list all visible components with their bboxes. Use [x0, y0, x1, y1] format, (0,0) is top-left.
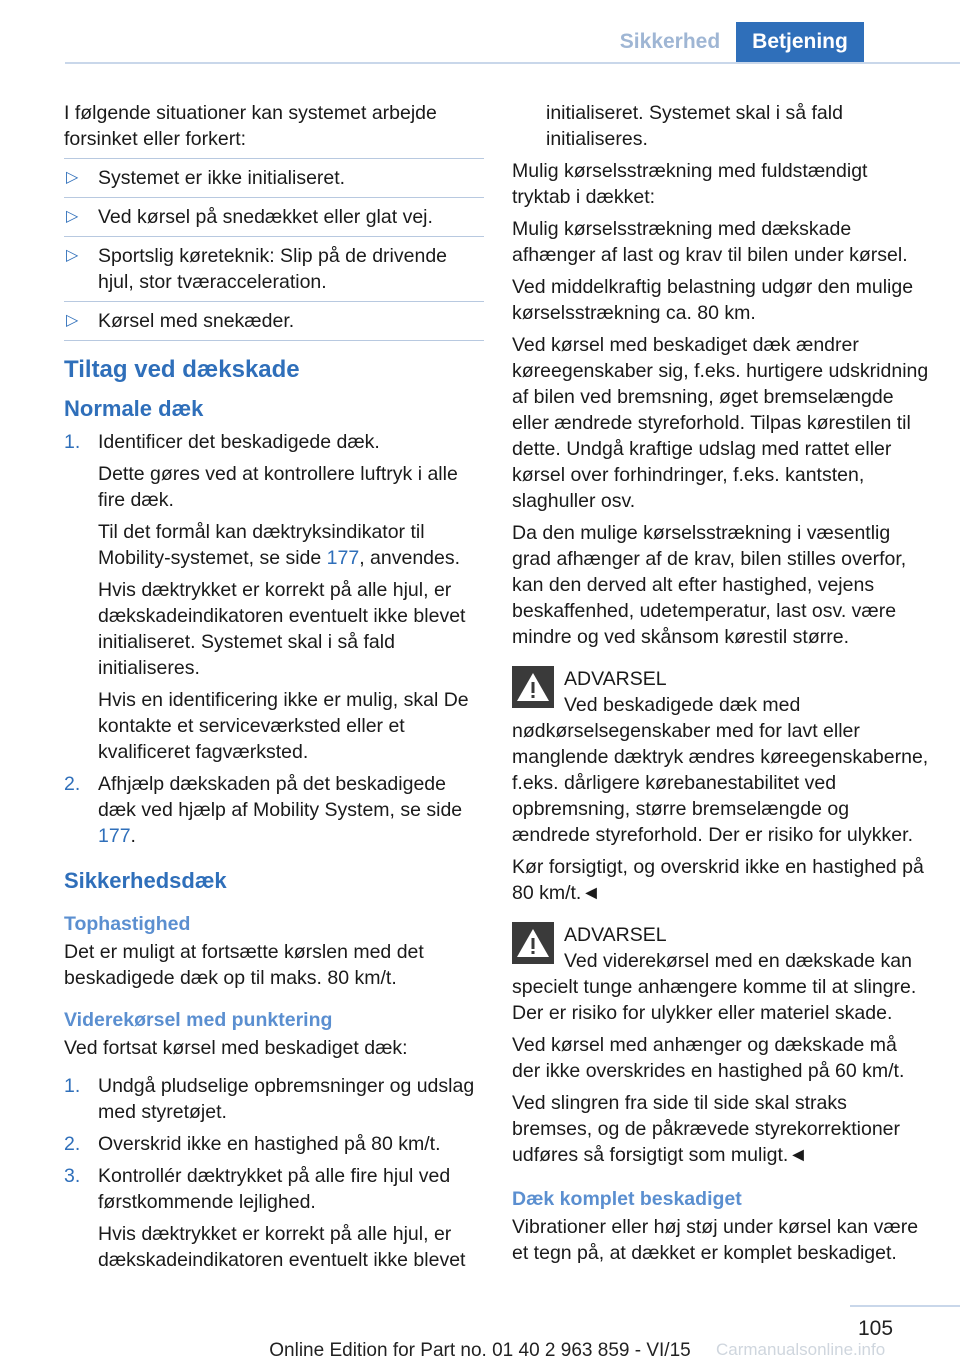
footer-divider [850, 1305, 960, 1307]
page-link-177[interactable]: 177 [98, 825, 131, 847]
step-item: 1. Undgå pludselige opbremsninger og udslag med styretøjet. [64, 1075, 475, 1123]
right-column [512, 100, 930, 1272]
triangle-bullet-icon: ▷ [66, 312, 79, 329]
warning-block [512, 920, 930, 1168]
continued-text: initialiseret. Systemet skal i så fald initialiseres. [546, 102, 843, 150]
heading-normale-daek: Normale dæk [64, 396, 204, 421]
intro-text: I følgende situationer kan systemet arbejde forsinket eller forkert: [64, 102, 437, 150]
tophastighed-text: Det er muligt at fortsætte kørslen med det beskadigede dæk op til maks. 80 km/t. [64, 941, 424, 989]
warning-icon [512, 666, 554, 708]
triangle-bullet-icon: ▷ [66, 247, 79, 264]
heading-tiltag: Tiltag ved dækskade [64, 356, 300, 383]
paragraph: Ved kørsel med beskadiget dæk ændrer køreegenskaber sig, f.eks. hurtigere udskridning af bilen ved bremsning, øget bremselængde eller ændrede styreforhold. Tilpas kørestilen til dette. Undgå kraftige udslag med rattet eller kørsel over forhindringer, f.eks. kantsten, slaghuller osv. [512, 334, 929, 512]
tab-betjening[interactable]: Betjening [736, 22, 864, 62]
warning-icon [512, 922, 554, 964]
left-column [64, 100, 484, 1279]
paragraph: Da den mulige kørselsstrækning i væsentlig grad afhænger af de krav, bilen stilles overfor, kan den derved alt efter hastighed, vejens beskaffenhed, udetemperatur, last osv. være mindre og ved skånsom kørestil større. [512, 522, 907, 648]
page-number: 105 [858, 1317, 894, 1340]
heading-sikkerhedsdaek: Sikkerhedsdæk [64, 868, 227, 893]
list-item: ▷ Systemet er ikke initialiseret. [64, 158, 484, 197]
tab-sikkerhed[interactable]: Sikkerhed [604, 22, 736, 62]
warning-text: Ved kørsel med anhænger og dækskade må der ikke overskrides en hastighed på 60 km/t. [512, 1034, 905, 1082]
heading-tophastighed: Tophastighed [64, 913, 191, 935]
watermark: Carmanualsonline.info [716, 1340, 886, 1359]
warning-text: Ved viderekørsel med en dækskade kan specielt tunge anhængere komme til at slingre. Der er risiko for ulykker eller materiel skade. [512, 950, 917, 1024]
bullet-list [64, 158, 484, 341]
heading-viderekoersel: Viderekørsel med punktering [64, 1009, 333, 1031]
list-item: ▷ Ved kørsel på snedækket eller glat vej. [64, 197, 484, 236]
page-link-177[interactable]: 177 [326, 547, 360, 569]
paragraph: Mulig kørselsstrækning med fuldstændigt tryktab i dækket: [512, 160, 868, 208]
viderekoersel-intro: Ved fortsat kørsel med beskadiget dæk: [64, 1037, 408, 1059]
warning-text: Kør forsigtigt, og overskrid ikke en hastighed på 80 km/t.◄ [512, 856, 924, 904]
warning-block [512, 664, 930, 906]
warning-text: Ved slingren fra side til side skal straks bremses, og de påkrævede styrekorrektioner udføres så forsigtigt som muligt.◄ [512, 1092, 901, 1166]
warning-title: ADVARSEL [564, 924, 667, 946]
warning-title: ADVARSEL [564, 668, 667, 690]
step-item: 2. Afhjælp dækskaden på det beskadigede dæk ved hjælp af Mobility System, se side 177. [64, 773, 463, 847]
triangle-bullet-icon: ▷ [66, 208, 79, 225]
triangle-bullet-icon: ▷ [66, 169, 79, 186]
step-item: 3. Kontrollér dæktrykket på alle fire hjul ved førstkommende lejlighed. Hvis dæktrykket er korrekt på alle hjul, er dækskadeindikatoren eventuelt ikke blevet [64, 1165, 466, 1271]
warning-text: Ved beskadigede dæk med nødkørselsegenskaber med for lavt eller manglende dæktryk ændres køreegenskaberne, f.eks. dårligere kørebanestabilitet ved opbremsning, større bremselængde og ændrede styreforhold. Der er risiko for ulykker. [512, 694, 929, 846]
step-item: 2. Overskrid ikke en hastighed på 80 km/t. [64, 1133, 441, 1155]
heading-daek-komplet: Dæk komplet beskadiget [512, 1188, 742, 1210]
paragraph: Vibrationer eller høj støj under kørsel kan være et tegn på, at dækket er komplet beskadiget. [512, 1216, 919, 1264]
paragraph: Ved middelkraftig belastning udgør den mulige kørselsstrækning ca. 80 km. [512, 276, 914, 324]
header-divider [65, 62, 960, 64]
list-item: ▷ Sportslig køreteknik: Slip på de drivende hjul, stor tværacceleration. [64, 236, 484, 301]
footer-edition: Online Edition for Part no. 01 40 2 963 859 - VI/15 [269, 1340, 691, 1361]
page-header [0, 0, 960, 62]
list-item: ▷ Kørsel med snekæder. [64, 301, 484, 341]
step-item: 1. Identificer det beskadigede dæk. Dette gøres ved at kontrollere luftryk i alle fire dæk. Til det formål kan dæktryksindikator til Mobility-systemet, se side 177, anvendes. Hvis dæktrykket er korrekt på alle hjul, er dækskadeindikatoren eventuelt ikke blevet initialiseret. Systemet skal i så fald initialiseres. Hvis en identificering ikke er mulig, skal De kontakte et serviceværksted eller et kvalificeret fagværksted. [64, 431, 469, 763]
paragraph: Mulig kørselsstrækning med dækskade afhænger af last og krav til bilen under kørsel. [512, 218, 908, 266]
